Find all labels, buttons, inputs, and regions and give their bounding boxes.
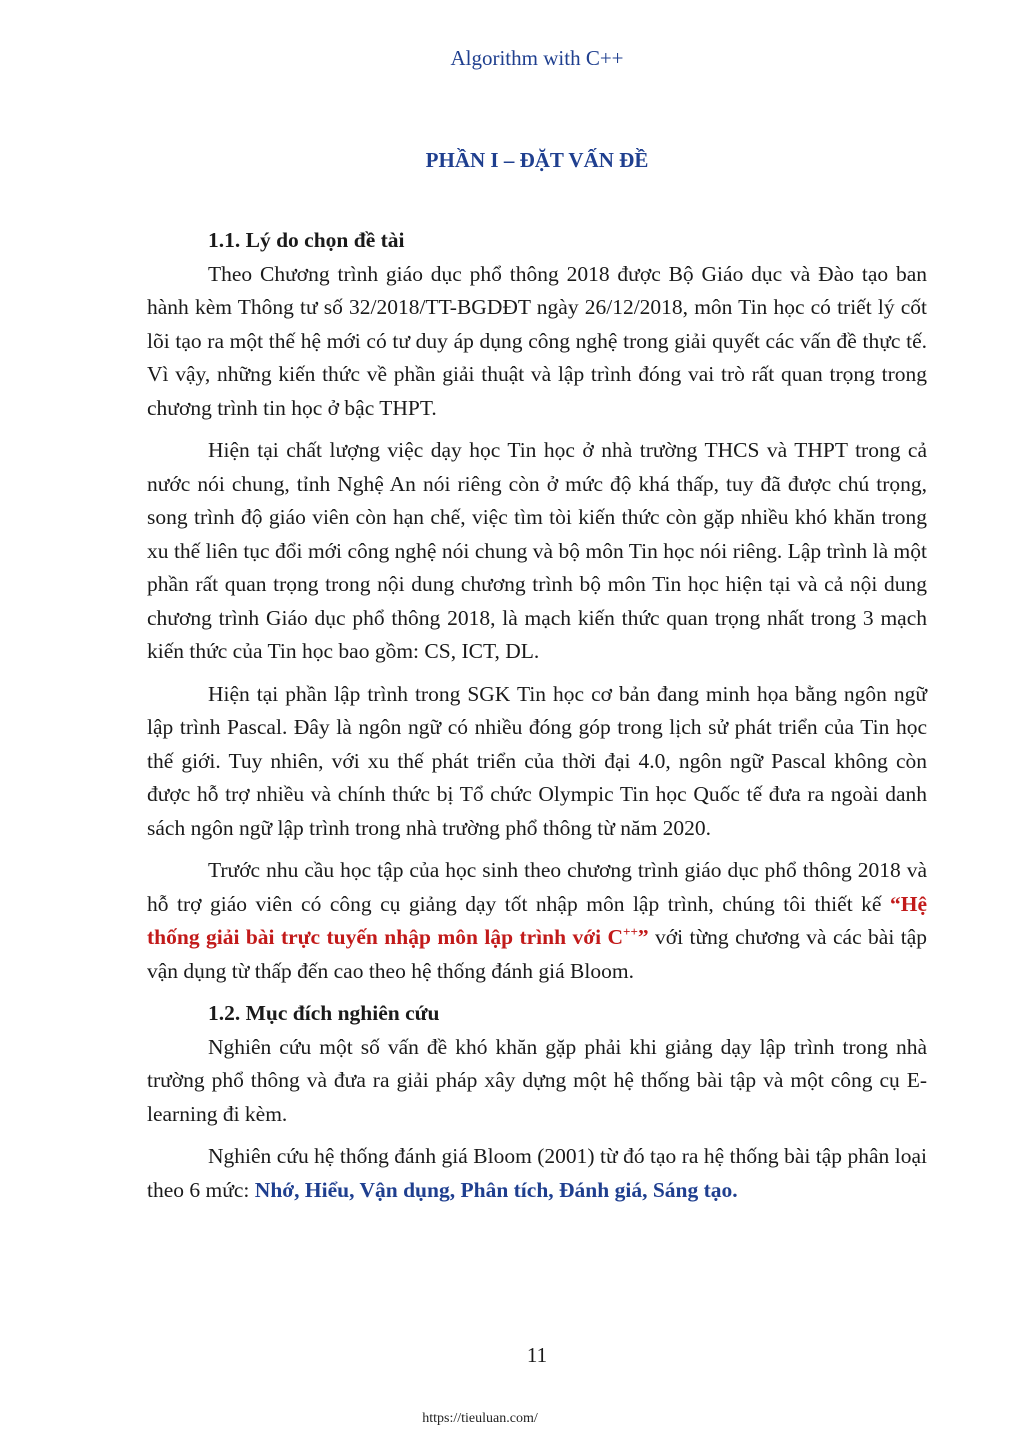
footer-url: https://tieuluan.com/ — [422, 1411, 538, 1426]
paragraph: Hiện tại phần lập trình trong SGK Tin học cơ bản đang minh họa bằng ngôn ngữ lập trình Pascal. Đây là ngôn ngữ có nhiều đóng góp trong lịch sử phát triển của Tin học thế giới. Tuy nhiên, với xu thế phát triển của thời đại 4.0, ngôn ngữ Pascal không còn được hỗ trợ nhiều và chính thức bị Tổ chức Olympic Tin học Quốc tế đưa ra ngoài danh sách ngôn ngữ lập trình trong nhà trường phổ thông từ năm 2020. — [147, 681, 927, 840]
paragraph: Nghiên cứu một số vấn đề khó khăn gặp phải khi giảng dạy lập trình trong nhà trường phổ thông và đưa ra giải pháp xây dựng một hệ thống bài tập và một công cụ E-learning đi kèm. — [147, 1034, 927, 1126]
paragraph: Theo Chương trình giáo dục phổ thông 2018 được Bộ Giáo dục và Đào tạo ban hành kèm Thông tư số 32/2018/TT-BGDĐT ngày 26/12/2018, môn Tin học có triết lý cốt lõi tạo ra một thế hệ mới có tư duy áp dụng công nghệ trong giải quyết các vấn đề thực tế. Vì vậy, những kiến thức về phần giải thuật và lập trình đóng vai trò rất quan trọng trong chương trình tin học ở bậc THPT. — [147, 261, 927, 420]
section-heading-1-1: 1.1. Lý do chọn đề tài — [208, 228, 405, 252]
section-heading-1-2: 1.2. Mục đích nghiên cứu — [208, 1001, 440, 1025]
paragraph-text: Trước nhu cầu học tập của học sinh theo chương trình giáo dục phổ thông 2018 và hỗ trợ giáo viên có công cụ giảng dạy tốt nhập môn lập trình, chúng tôi thiết kế — [147, 858, 927, 916]
system-title-highlight: “Hệ thống giải bài trực tuyến nhập môn lập trình với C++” — [147, 891, 927, 949]
paragraph-bloom-levels — [147, 1140, 927, 1207]
paragraph: Hiện tại chất lượng việc dạy học Tin học ở nhà trường THCS và THPT trong cả nước nói chung, tỉnh Nghệ An nói riêng còn ở mức độ khá thấp, tuy đã được chú trọng, song trình độ giáo viên còn hạn chế, việc tìm tòi kiến thức còn gặp nhiều khó khăn trong xu thế liên tục đổi mới công nghệ nói chung và bộ môn Tin học nói riêng. Lập trình là một phần rất quan trọng trong nội dung chương trình bộ môn Tin học hiện tại và cả nội dung chương trình Giáo dục phổ thông 2018, là mạch kiến thức quan trọng nhất trong 3 mạch kiến thức của Tin học bao gồm: CS, ICT, DL. — [147, 438, 927, 663]
paragraph-text: Nghiên cứu hệ thống đánh giá Bloom (2001) từ đó tạo ra hệ thống bài tập phân loại theo 6 mức: — [147, 1144, 927, 1202]
cpp-superscript: ++ — [623, 923, 638, 939]
paragraph-system-title — [147, 854, 927, 988]
running-header: Algorithm with C++ — [450, 46, 624, 70]
page-number: 11 — [526, 1343, 548, 1367]
document-body — [147, 224, 927, 1216]
paragraph-text: với từng chương và các bài tập vận dụng từ thấp đến cao theo hệ thống đánh giá Bloom. — [147, 925, 927, 983]
bloom-levels-highlight: Nhớ, Hiểu, Vận dụng, Phân tích, Đánh giá, Sáng tạo. — [254, 1177, 738, 1202]
part-title: PHẦN I – ĐẶT VẤN ĐỀ — [425, 148, 649, 172]
